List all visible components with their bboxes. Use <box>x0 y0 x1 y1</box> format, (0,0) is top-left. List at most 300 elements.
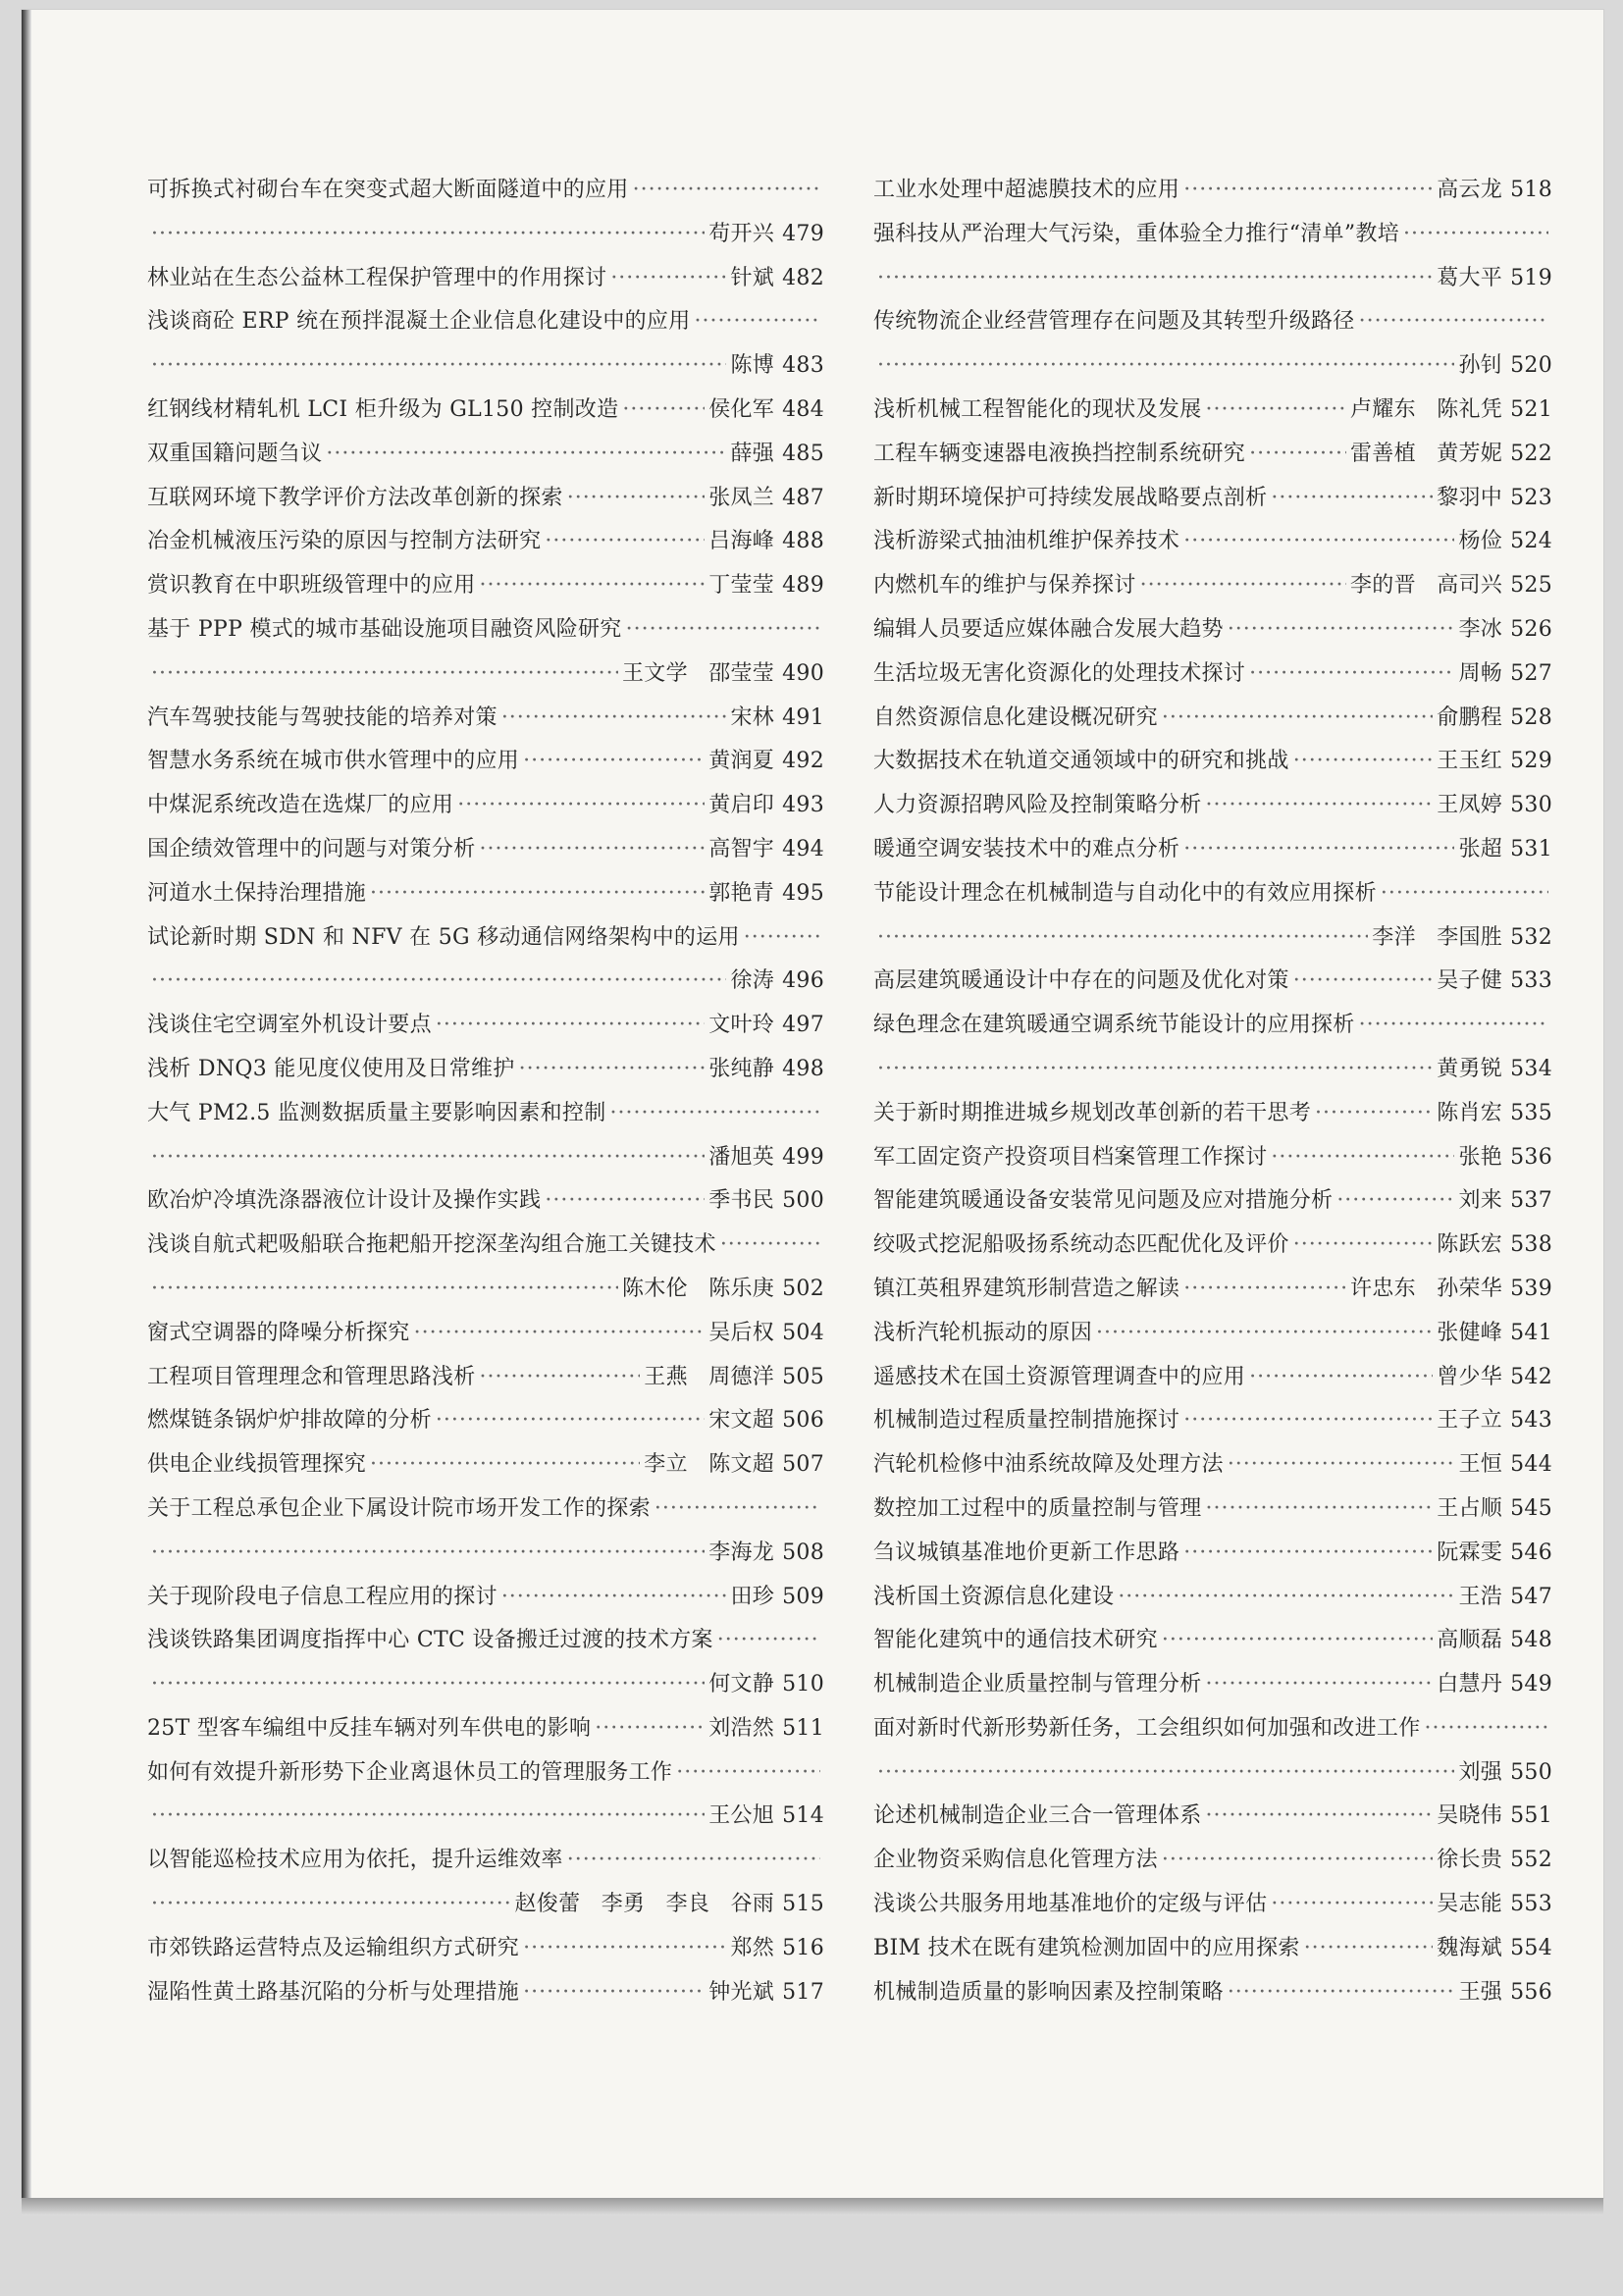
toc-entry-page: 485 <box>782 441 824 466</box>
toc-entry <box>873 1399 1552 1443</box>
toc-leader-dots <box>1249 433 1346 477</box>
toc-entry-authors: 张超 <box>1458 836 1503 861</box>
toc-entry-title: 绿色理念在建筑暖通空调系统节能设计的应用探析 <box>873 1013 1355 1038</box>
toc-entry-line <box>147 1532 824 1576</box>
toc-entry-title: 关于现阶段电子信息工程应用的探讨 <box>147 1584 497 1609</box>
toc-entry-authors: 吴后权 <box>708 1320 775 1345</box>
toc-leader-dots <box>436 1399 705 1443</box>
toc-entry <box>873 1532 1552 1576</box>
toc-leader-dots <box>1271 1883 1433 1927</box>
toc-entry <box>873 477 1552 521</box>
toc-leader-dots <box>1118 1576 1454 1620</box>
toc-leader-dots <box>1206 1795 1434 1839</box>
toc-entry-page: 538 <box>1510 1232 1552 1258</box>
toc-leader-dots <box>1140 564 1346 608</box>
toc-entry-line <box>873 1004 1552 1048</box>
toc-entry-authors: 丁莹莹 <box>708 573 775 599</box>
toc-entry-title: 新时期环境保护可持续发展战略要点剖析 <box>873 485 1268 510</box>
toc-entry-page: 533 <box>1510 968 1552 994</box>
toc-entry-title: 湿陷性黄土路基沉陷的分析与处理措施 <box>147 1979 520 2005</box>
toc-entry-page: 500 <box>782 1188 824 1214</box>
toc-entry-page: 495 <box>782 880 824 906</box>
toc-entry-line <box>147 1707 824 1751</box>
toc-entry <box>873 1707 1552 1796</box>
toc-entry <box>147 1927 824 1971</box>
toc-entry-page: 537 <box>1510 1188 1552 1214</box>
toc-entry <box>873 1224 1552 1268</box>
toc-entry-authors: 刘来 <box>1458 1188 1503 1214</box>
toc-entry-line <box>873 1443 1552 1487</box>
toc-entry <box>873 960 1552 1004</box>
toc-entry-line <box>873 1312 1552 1356</box>
toc-leader-dots <box>151 1136 705 1180</box>
toc-entry-title: 大气 PM2.5 监测数据质量主要影响因素和控制 <box>147 1100 606 1125</box>
toc-entry-title: 国企绩效管理中的问题与对策分析 <box>147 836 476 861</box>
toc-entry-authors: 魏海斌 <box>1437 1935 1503 1960</box>
toc-entry-title: 机械制造企业质量控制与管理分析 <box>873 1672 1202 1697</box>
toc-entry-title: 林业站在生态公益林工程保护管理中的作用探讨 <box>147 265 607 290</box>
toc-entry-title: 机械制造质量的影响因素及控制策略 <box>873 1979 1224 2005</box>
toc-leader-dots <box>1425 1707 1548 1751</box>
toc-leader-dots <box>151 1663 705 1707</box>
toc-entry-title: 窗式空调器的降噪分析探究 <box>147 1320 410 1345</box>
toc-entry-page: 546 <box>1510 1539 1552 1565</box>
toc-entry-page: 488 <box>782 529 824 554</box>
toc-leader-dots <box>1249 652 1454 697</box>
toc-entry-authors: 王文学 邵莹莹 <box>622 660 775 686</box>
toc-entry <box>873 652 1552 697</box>
toc-entry <box>873 1268 1552 1312</box>
toc-entry-page: 551 <box>1510 1803 1552 1829</box>
toc-entry-line <box>873 477 1552 521</box>
toc-entry-line <box>873 1399 1552 1443</box>
toc-leader-dots <box>1271 477 1433 521</box>
toc-entry-authors: 高顺磊 <box>1437 1628 1503 1653</box>
toc-right-column <box>873 169 1552 2014</box>
toc-entry <box>147 433 824 477</box>
toc-entry-line <box>147 608 824 652</box>
toc-entry-page: 516 <box>782 1935 824 1960</box>
toc-entry-page: 523 <box>1510 485 1552 510</box>
toc-leader-dots <box>370 1443 640 1487</box>
toc-entry-page: 541 <box>1510 1320 1552 1345</box>
toc-entry <box>147 1312 824 1356</box>
toc-entry <box>873 1179 1552 1224</box>
toc-entry-line <box>873 1971 1552 2015</box>
toc-entry <box>147 740 824 784</box>
toc-leader-dots <box>567 477 705 521</box>
toc-leader-dots <box>151 652 618 697</box>
toc-entry-title: 强科技从严治理大气污染，重体验全力推行“清单”教培 <box>873 221 1399 246</box>
toc-entry-authors: 李立 陈文超 <box>644 1452 775 1478</box>
toc-entry-line <box>873 1179 1552 1224</box>
toc-entry-line <box>873 1092 1552 1136</box>
toc-entry-title: 25T 型客车编组中反挂车辆对列车供电的影响 <box>147 1715 592 1741</box>
toc-entry-line <box>147 1576 824 1620</box>
toc-entry-title: 浅析国土资源信息化建设 <box>873 1584 1115 1609</box>
toc-entry-line <box>873 1795 1552 1839</box>
toc-entry <box>147 697 824 741</box>
page-bottom-shadow <box>22 2198 1603 2216</box>
toc-entry-authors: 陈肖宏 <box>1437 1100 1503 1125</box>
toc-leader-dots <box>676 1751 820 1796</box>
toc-entry-page: 511 <box>782 1715 824 1741</box>
toc-entry-line <box>147 1971 824 2015</box>
toc-entry-page: 549 <box>1510 1672 1552 1697</box>
toc-entry-page: 498 <box>782 1056 824 1081</box>
toc-entry-title: 浅谈铁路集团调度指挥中心 CTC 设备搬迁过渡的技术方案 <box>147 1628 713 1653</box>
toc-entry <box>147 1443 824 1487</box>
toc-entry-line <box>147 1092 824 1136</box>
toc-entry-authors: 王恒 <box>1458 1452 1503 1478</box>
toc-entry-authors: 侯化军 <box>708 396 775 422</box>
toc-entry-title: 基于 PPP 模式的城市基础设施项目融资风险研究 <box>147 616 622 642</box>
toc-entry-title: 论述机械制造企业三合一管理体系 <box>873 1803 1202 1829</box>
toc-leader-dots <box>877 344 1454 389</box>
toc-leader-dots <box>1206 784 1434 828</box>
toc-entry-authors: 李的晋 高司兴 <box>1350 573 1503 599</box>
toc-entry-line <box>873 1883 1552 1927</box>
toc-entry-title: 汽车驾驶技能与驾驶技能的培养对策 <box>147 704 497 730</box>
toc-entry-line <box>873 1136 1552 1180</box>
toc-entry-title: 浅谈自航式耙吸船联合拖耙船开挖深垄沟组合施工关键技术 <box>147 1232 716 1258</box>
toc-entry-page: 529 <box>1510 749 1552 774</box>
toc-entry-page: 510 <box>782 1672 824 1697</box>
toc-entry-authors: 许忠东 孙荣华 <box>1350 1276 1503 1301</box>
toc-entry-page: 508 <box>782 1539 824 1565</box>
toc-entry <box>873 1312 1552 1356</box>
toc-entry-line <box>147 1268 824 1312</box>
toc-entry-page: 515 <box>782 1892 824 1917</box>
toc-entry-page: 507 <box>782 1452 824 1478</box>
toc-entry-line <box>147 1356 824 1400</box>
toc-entry <box>147 784 824 828</box>
toc-entry-page: 528 <box>1510 704 1552 730</box>
toc-entry-authors: 郭艳青 <box>708 880 775 906</box>
toc-entry-authors: 阮霖雯 <box>1437 1539 1503 1565</box>
toc-entry-authors: 张凤兰 <box>708 485 775 510</box>
toc-leader-dots <box>610 1092 820 1136</box>
toc-entry-authors: 吴子健 <box>1437 968 1503 994</box>
toc-entry <box>147 872 824 916</box>
toc-leader-dots <box>370 872 705 916</box>
toc-entry-authors: 张纯静 <box>708 1056 775 1081</box>
toc-entry-page: 520 <box>1510 353 1552 379</box>
toc-leader-dots <box>523 1927 726 1971</box>
toc-leader-dots <box>1249 1356 1433 1400</box>
toc-entry-title: 人力资源招聘风险及控制策略分析 <box>873 793 1202 818</box>
toc-entry-authors: 王燕 周德洋 <box>644 1364 775 1389</box>
toc-leader-dots <box>695 300 820 344</box>
toc-entry-title: 浅析机械工程智能化的现状及发展 <box>873 396 1202 422</box>
toc-entry-line <box>147 1487 824 1532</box>
toc-entry <box>147 1576 824 1620</box>
toc-entry-line <box>147 257 824 301</box>
toc-entry-title: 红钢线材精轧机 LCI 柜升级为 GL150 控制改造 <box>147 396 619 422</box>
toc-leader-dots <box>717 1619 820 1663</box>
toc-entry <box>147 1092 824 1180</box>
toc-entry-line <box>873 740 1552 784</box>
toc-entry-authors: 徐涛 <box>730 968 775 994</box>
toc-entry-authors: 文叶玲 <box>708 1013 775 1038</box>
toc-leader-dots <box>480 1356 641 1400</box>
toc-leader-dots <box>151 1883 511 1927</box>
toc-entry-page: 552 <box>1510 1848 1552 1873</box>
toc-entry-title: 镇江英租界建筑形制营造之解读 <box>873 1276 1180 1301</box>
toc-entry-title: 关于新时期推进城乡规划改革创新的若干思考 <box>873 1100 1312 1125</box>
toc-leader-dots <box>1293 960 1433 1004</box>
toc-entry <box>873 1619 1552 1663</box>
toc-entry-page: 499 <box>782 1144 824 1170</box>
toc-entry-line <box>147 1883 824 1927</box>
toc-entry-authors: 白慧丹 <box>1437 1672 1503 1697</box>
toc-entry-authors: 吕海峰 <box>708 529 775 554</box>
toc-entry-title: 关于工程总承包企业下属设计院市场开发工作的探索 <box>147 1495 651 1521</box>
toc-entry-authors: 高智宇 <box>708 836 775 861</box>
toc-entry-line <box>147 1048 824 1092</box>
toc-entry-line <box>147 477 824 521</box>
toc-entry-page: 493 <box>782 793 824 818</box>
toc-entry-line <box>873 960 1552 1004</box>
toc-entry <box>147 1224 824 1312</box>
toc-entry <box>147 1751 824 1840</box>
toc-entry <box>147 1179 824 1224</box>
toc-entry-page: 519 <box>1510 265 1552 290</box>
toc-entry-line <box>147 344 824 389</box>
toc-entry-page: 521 <box>1510 396 1552 422</box>
toc-entry-authors: 刘浩然 <box>708 1715 775 1741</box>
toc-leader-dots <box>1162 1619 1433 1663</box>
toc-entry-title: 双重国籍问题刍议 <box>147 441 323 466</box>
toc-entry-authors: 葛大平 <box>1437 265 1503 290</box>
toc-entry-authors: 周畅 <box>1458 660 1503 686</box>
toc-entry-title: 工程车辆变速器电液换挡控制系统研究 <box>873 441 1246 466</box>
toc-entry-title: 试论新时期 SDN 和 NFV 在 5G 移动通信网络架构中的运用 <box>147 924 740 950</box>
toc-entry-page: 556 <box>1510 1979 1552 2005</box>
toc-entry-title: 以智能巡检技术应用为依托，提升运维效率 <box>147 1848 563 1873</box>
toc-leader-dots <box>720 1224 820 1268</box>
toc-entry-authors: 季书民 <box>708 1188 775 1214</box>
toc-entry-authors: 田珍 <box>730 1584 775 1609</box>
toc-entry <box>873 828 1552 872</box>
toc-entry-title: 市郊铁路运营特点及运输组织方式研究 <box>147 1935 520 1960</box>
toc-leader-dots <box>151 344 726 389</box>
toc-leader-dots <box>1183 1532 1433 1576</box>
toc-entry-line <box>873 1532 1552 1576</box>
toc-entry-line <box>147 213 824 257</box>
toc-entry <box>873 697 1552 741</box>
toc-entry <box>147 257 824 301</box>
toc-leader-dots <box>151 1795 705 1839</box>
toc-entry-page: 479 <box>782 221 824 246</box>
toc-entry-title: 刍议城镇基准地价更新工作思路 <box>873 1539 1180 1565</box>
toc-entry-authors: 李冰 <box>1458 616 1503 642</box>
toc-entry-line <box>873 1707 1552 1751</box>
toc-entry-title: 暖通空调安装技术中的难点分析 <box>873 836 1180 861</box>
toc-entry-page: 547 <box>1510 1584 1552 1609</box>
toc-entry-page: 497 <box>782 1013 824 1038</box>
toc-entry-page: 522 <box>1510 441 1552 466</box>
toc-entry-title: 机械制造过程质量控制措施探讨 <box>873 1408 1180 1434</box>
toc-leader-dots <box>523 740 705 784</box>
toc-entry <box>873 213 1552 301</box>
toc-entry <box>873 1443 1552 1487</box>
toc-leader-dots <box>1228 608 1455 652</box>
toc-entry <box>873 564 1552 608</box>
toc-entry-authors: 雷善植 黄芳妮 <box>1350 441 1503 466</box>
toc-leader-dots <box>1293 740 1433 784</box>
toc-entry <box>873 300 1552 389</box>
toc-leader-dots <box>1183 169 1433 213</box>
toc-entry-page: 505 <box>782 1364 824 1389</box>
toc-entry <box>147 1971 824 2015</box>
toc-entry-authors: 张艳 <box>1458 1144 1503 1170</box>
toc-entry-line <box>147 433 824 477</box>
toc-leader-dots <box>457 784 705 828</box>
toc-entry-page: 483 <box>782 353 824 379</box>
toc-entry-line <box>147 300 824 344</box>
toc-entry-title: BIM 技术在既有建筑检测加固中的应用探索 <box>873 1935 1300 1960</box>
toc-entry-authors: 黄勇锐 <box>1437 1056 1503 1081</box>
toc-entry-authors: 李海龙 <box>708 1539 775 1565</box>
toc-entry <box>147 564 824 608</box>
toc-leader-dots <box>151 960 726 1004</box>
toc-entry-line <box>147 1443 824 1487</box>
toc-leader-dots <box>1381 872 1548 916</box>
toc-entry-page: 526 <box>1510 616 1552 642</box>
toc-entry-page: 534 <box>1510 1056 1552 1081</box>
toc-entry-title: 自然资源信息化建设概况研究 <box>873 704 1158 730</box>
toc-entry-title: 遥感技术在国土资源管理调查中的应用 <box>873 1364 1246 1389</box>
toc-entry-line <box>147 1839 824 1883</box>
toc-entry-authors: 卢耀东 陈礼凭 <box>1350 396 1503 422</box>
toc-leader-dots <box>1403 213 1548 257</box>
toc-entry-page: 487 <box>782 485 824 510</box>
toc-entry-line <box>147 1312 824 1356</box>
toc-entry-title: 内燃机车的维护与保养探讨 <box>873 573 1136 599</box>
toc-entry <box>873 740 1552 784</box>
toc-entry-authors: 高云龙 <box>1437 178 1503 202</box>
toc-entry-line <box>147 872 824 916</box>
toc-entry <box>147 916 824 1005</box>
toc-entry-page: 536 <box>1510 1144 1552 1170</box>
toc-entry <box>873 1927 1552 1971</box>
toc-entry-page: 518 <box>1510 178 1552 202</box>
toc-entry-title: 浅析游梁式抽油机维护保养技术 <box>873 529 1180 554</box>
toc-entry-page: 530 <box>1510 793 1552 818</box>
toc-entry-title: 军工固定资产投资项目档案管理工作探讨 <box>873 1144 1268 1170</box>
toc-entry-title: 浅谈商砼 ERP 统在预拌混凝土企业信息化建设中的应用 <box>147 309 691 335</box>
toc-leader-dots <box>545 1179 705 1224</box>
toc-entry-authors: 杨俭 <box>1458 529 1503 554</box>
toc-entry-page: 504 <box>782 1320 824 1345</box>
toc-leader-dots <box>545 520 705 564</box>
toc-entry-line <box>147 740 824 784</box>
toc-leader-dots <box>501 1576 727 1620</box>
toc-leader-dots <box>151 1268 618 1312</box>
toc-entry-title: 工业水处理中超滤膜技术的应用 <box>873 178 1180 202</box>
toc-entry <box>873 1883 1552 1927</box>
toc-leader-dots <box>1315 1092 1433 1136</box>
toc-entry-line <box>147 784 824 828</box>
toc-entry-title: 智能建筑暖通设备安装常见问题及应对措施分析 <box>873 1188 1334 1214</box>
toc-entry-title: 节能设计理念在机械制造与自动化中的有效应用探析 <box>873 880 1377 906</box>
toc-leader-dots <box>1183 1399 1433 1443</box>
toc-entry <box>147 1707 824 1751</box>
toc-entry-title: 智能化建筑中的通信技术研究 <box>873 1628 1158 1653</box>
toc-entry-line <box>147 1619 824 1663</box>
toc-entry <box>147 1356 824 1400</box>
toc-entry-line <box>147 1224 824 1268</box>
toc-entry-page: 548 <box>1510 1628 1552 1653</box>
toc-entry-page: 492 <box>782 749 824 774</box>
toc-left-column <box>147 169 824 2014</box>
toc-leader-dots <box>1359 1004 1548 1048</box>
toc-entry <box>147 828 824 872</box>
toc-entry-title: 智慧水务系统在城市供水管理中的应用 <box>147 749 520 774</box>
toc-entry-authors: 吴晓伟 <box>1437 1803 1503 1829</box>
toc-entry-line <box>873 697 1552 741</box>
toc-entry <box>873 608 1552 652</box>
toc-entry-title: 互联网环境下教学评价方法改革创新的探索 <box>147 485 563 510</box>
toc-entry <box>873 784 1552 828</box>
toc-entry-page: 489 <box>782 573 824 599</box>
toc-entry <box>147 169 824 257</box>
toc-entry-authors: 曾少华 <box>1437 1364 1503 1389</box>
toc-entry-title: 高层建筑暖通设计中存在的问题及优化对策 <box>873 968 1289 994</box>
toc-entry-line <box>147 828 824 872</box>
toc-entry-title: 燃煤链条锅炉炉排故障的分析 <box>147 1408 432 1434</box>
toc-entry-authors: 吴志能 <box>1437 1892 1503 1917</box>
toc-entry <box>147 300 824 389</box>
toc-leader-dots <box>744 916 820 961</box>
toc-entry-authors: 徐长贵 <box>1437 1848 1503 1873</box>
toc-entry <box>147 1619 824 1707</box>
toc-entry <box>147 389 824 433</box>
toc-entry-authors: 黎羽中 <box>1437 485 1503 510</box>
toc-entry-authors: 俞鹏程 <box>1437 704 1503 730</box>
toc-entry-authors: 陈木伦 陈乐庚 <box>622 1276 775 1301</box>
toc-entry <box>873 872 1552 961</box>
toc-entry-authors: 郑然 <box>730 1935 775 1960</box>
toc-entry-line <box>147 1399 824 1443</box>
toc-entry-title: 欧冶炉冷填洗涤器液位计设计及操作实践 <box>147 1188 542 1214</box>
toc-entry-title: 赏识教育在中职班级管理中的应用 <box>147 573 476 599</box>
toc-entry-line <box>873 433 1552 477</box>
toc-leader-dots <box>633 169 820 213</box>
toc-entry-title: 浅析汽轮机振动的原因 <box>873 1320 1093 1345</box>
toc-entry-line <box>873 213 1552 257</box>
toc-entry-line <box>147 1179 824 1224</box>
toc-entry-line <box>147 1927 824 1971</box>
toc-entry-line <box>873 608 1552 652</box>
toc-entry-authors: 王占顺 <box>1437 1495 1503 1521</box>
toc-entry-line <box>873 169 1552 213</box>
toc-entry-page: 532 <box>1510 924 1552 950</box>
toc-leader-dots <box>151 213 705 257</box>
toc-leader-dots <box>414 1312 706 1356</box>
toc-entry-authors: 王公旭 <box>708 1803 775 1829</box>
toc-entry <box>873 520 1552 564</box>
toc-entry-authors: 薛强 <box>730 441 775 466</box>
toc-entry-page: 554 <box>1510 1935 1552 1960</box>
toc-entry-authors: 张健峰 <box>1437 1320 1503 1345</box>
toc-entry <box>873 1004 1552 1092</box>
toc-entry <box>147 1399 824 1443</box>
toc-entry <box>147 1048 824 1092</box>
toc-leader-dots <box>1336 1179 1454 1224</box>
toc-entry-title: 生活垃圾无害化资源化的处理技术探讨 <box>873 660 1246 686</box>
